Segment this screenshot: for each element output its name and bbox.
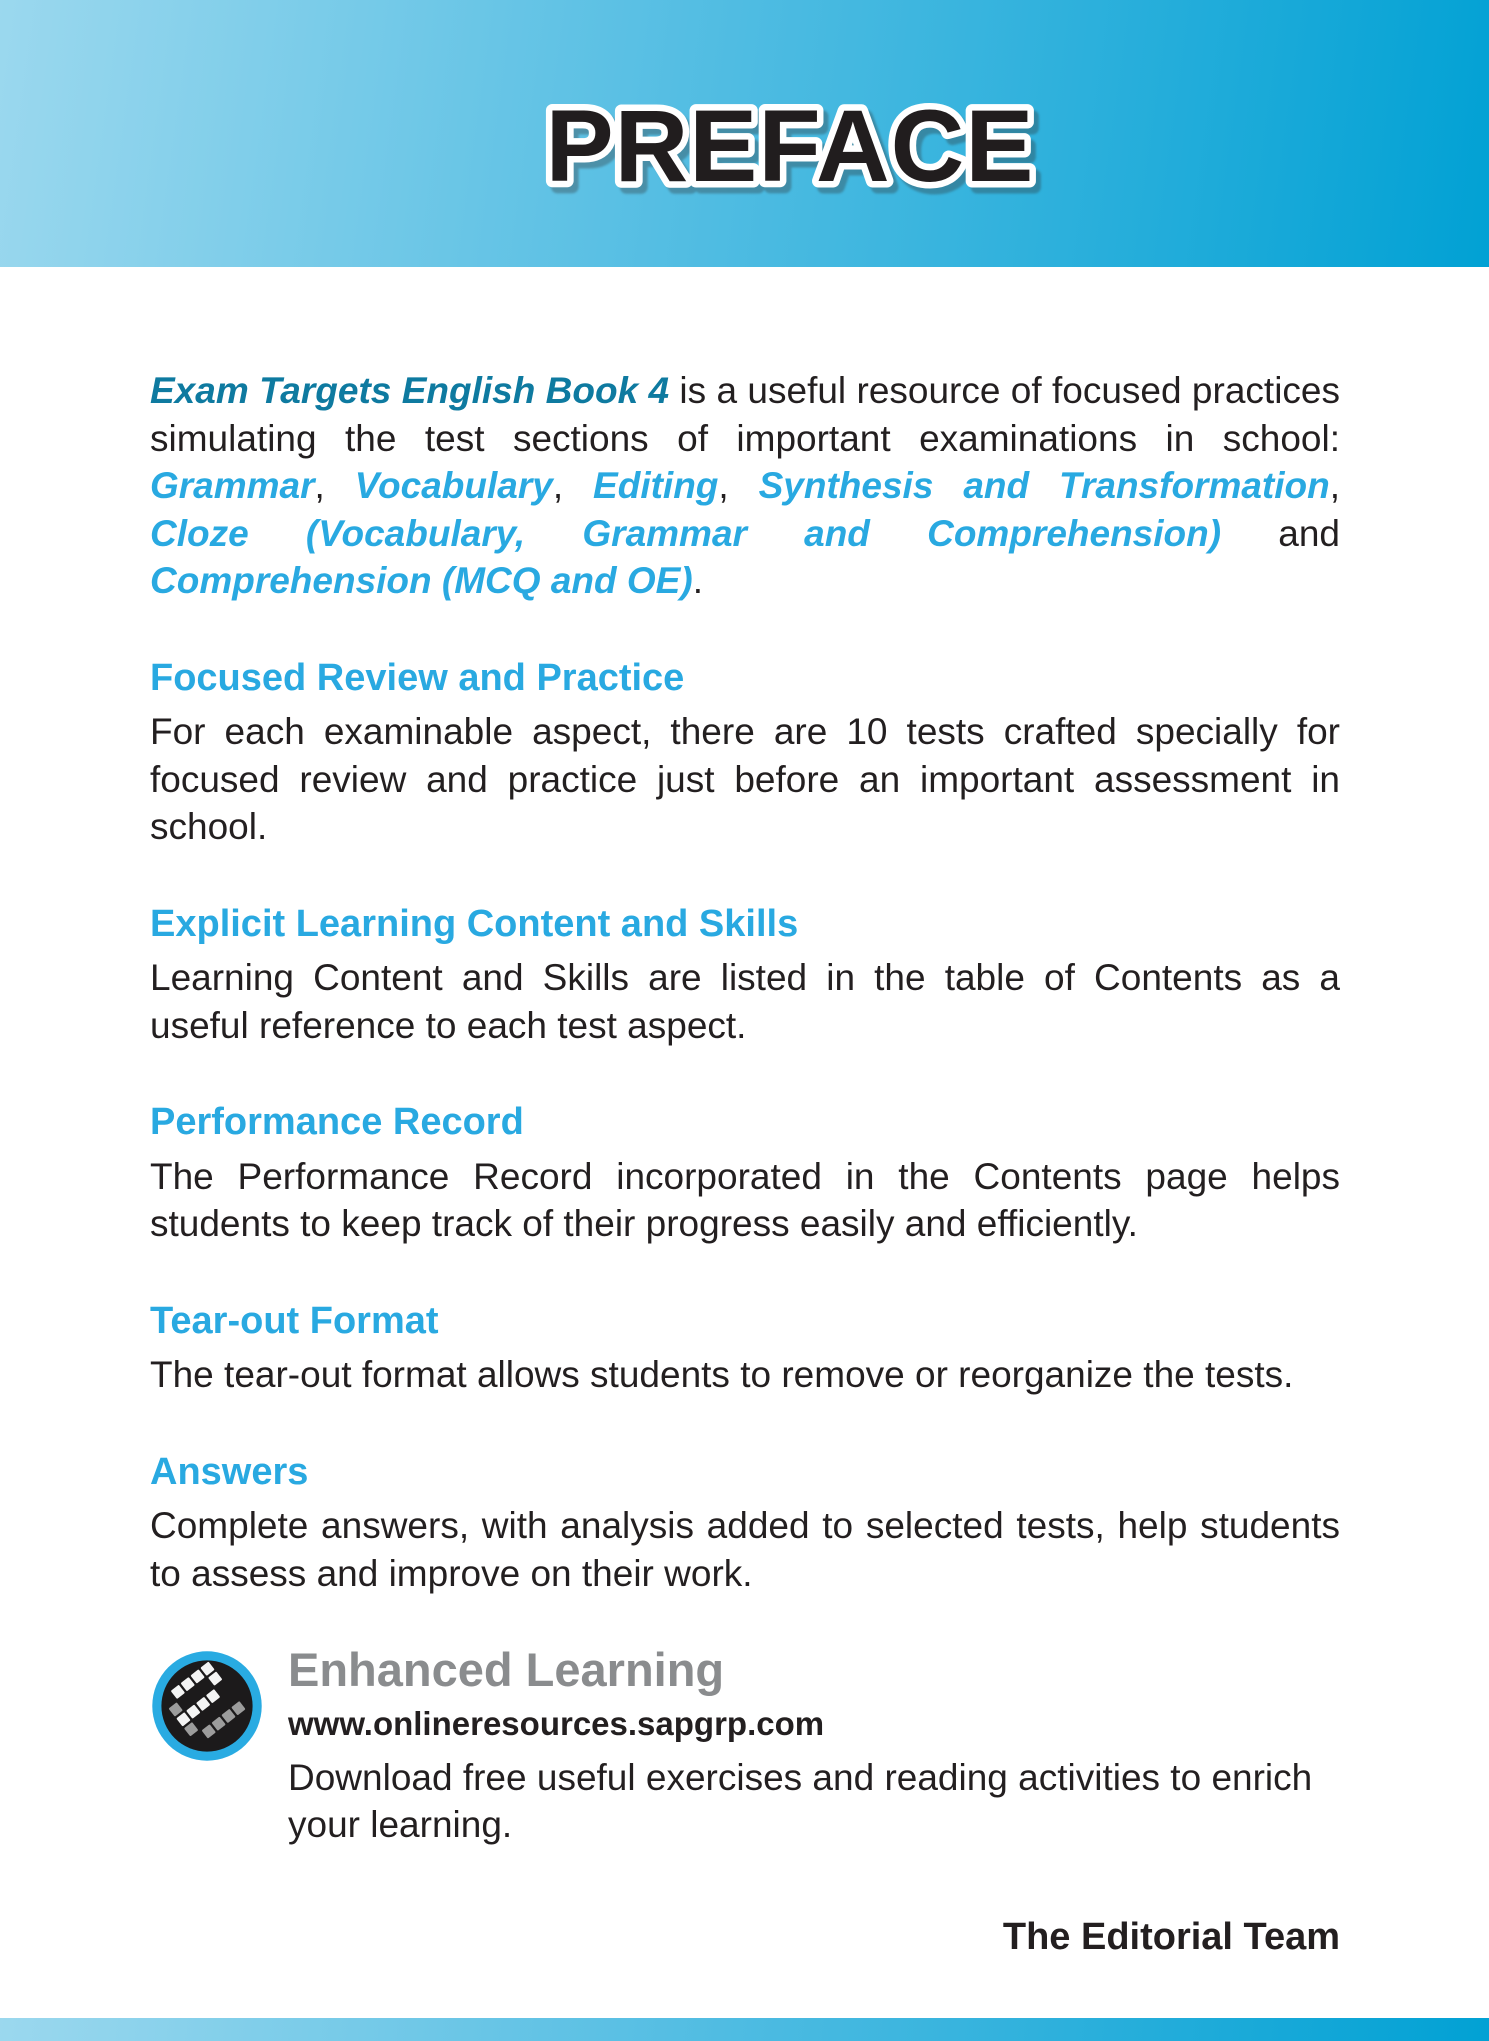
- section-heading: Focused Review and Practice: [150, 656, 685, 699]
- separator: ,: [314, 465, 355, 507]
- section-body: The Performance Record incorporated in the Contents page helps students to keep track of their progress easily and efficiently.: [150, 1155, 1340, 1245]
- section-answers: [150, 1449, 1340, 1598]
- enhanced-learning-text: [288, 1645, 1340, 1848]
- term-editing: Editing: [593, 465, 719, 507]
- separator: ,: [718, 465, 759, 507]
- enhanced-learning-heading: Enhanced Learning: [288, 1643, 725, 1697]
- separator: ,: [552, 465, 594, 507]
- term-synthesis: Synthesis and Transformation: [758, 465, 1330, 507]
- section-body: Complete answers, with analysis added to selected tests, help students to assess and improve on their work.: [150, 1505, 1340, 1594]
- enhanced-learning-block: [150, 1645, 1340, 1848]
- section-performance-record: [150, 1099, 1340, 1248]
- section-heading: Tear-out Format: [150, 1299, 439, 1342]
- separator: ,: [1329, 465, 1341, 507]
- section-explicit-learning: [150, 901, 1340, 1050]
- separator: and: [1221, 512, 1340, 554]
- term-cloze: Cloze (Vocabulary, Grammar and Comprehension): [150, 512, 1222, 554]
- online-resources-logo-icon: [150, 1649, 264, 1763]
- period: .: [692, 560, 703, 602]
- page-title-art: [470, 66, 1110, 216]
- editorial-team-signature: The Editorial Team: [1002, 1915, 1340, 1958]
- book-title: Exam Targets English Book 4: [150, 370, 670, 411]
- header-banner: [0, 0, 1489, 267]
- section-focused-review: [150, 655, 1340, 851]
- section-heading: Answers: [150, 1450, 309, 1493]
- page-title: PREFACE: [545, 88, 1034, 203]
- term-grammar: Grammar: [150, 465, 315, 507]
- section-body: For each examinable aspect, there are 10 tests crafted specially for focused review and practice just before an important assessment in school.: [150, 711, 1340, 848]
- section-body: The tear-out format allows students to remove or reorganize the tests.: [150, 1354, 1294, 1396]
- section-tear-out-format: [150, 1298, 1340, 1399]
- intro-text: is a useful resource of focused practices simulating the test sections of important examinations in school:: [150, 370, 1340, 459]
- page-content: [0, 267, 1489, 1962]
- section-heading: Explicit Learning Content and Skills: [150, 902, 799, 945]
- term-vocabulary: Vocabulary: [354, 465, 553, 507]
- footer-band: [0, 2018, 1489, 2041]
- intro-paragraph: [150, 367, 1340, 605]
- section-body: Learning Content and Skills are listed in the table of Contents as a useful reference to each test aspect.: [150, 957, 1340, 1046]
- enhanced-learning-description: Download free useful exercises and reading activities to enrich your learning.: [288, 1756, 1313, 1846]
- resources-url: www.onlineresources.sapgrp.com: [288, 1705, 825, 1743]
- section-heading: Performance Record: [150, 1101, 524, 1144]
- term-comprehension: Comprehension (MCQ and OE): [150, 560, 693, 602]
